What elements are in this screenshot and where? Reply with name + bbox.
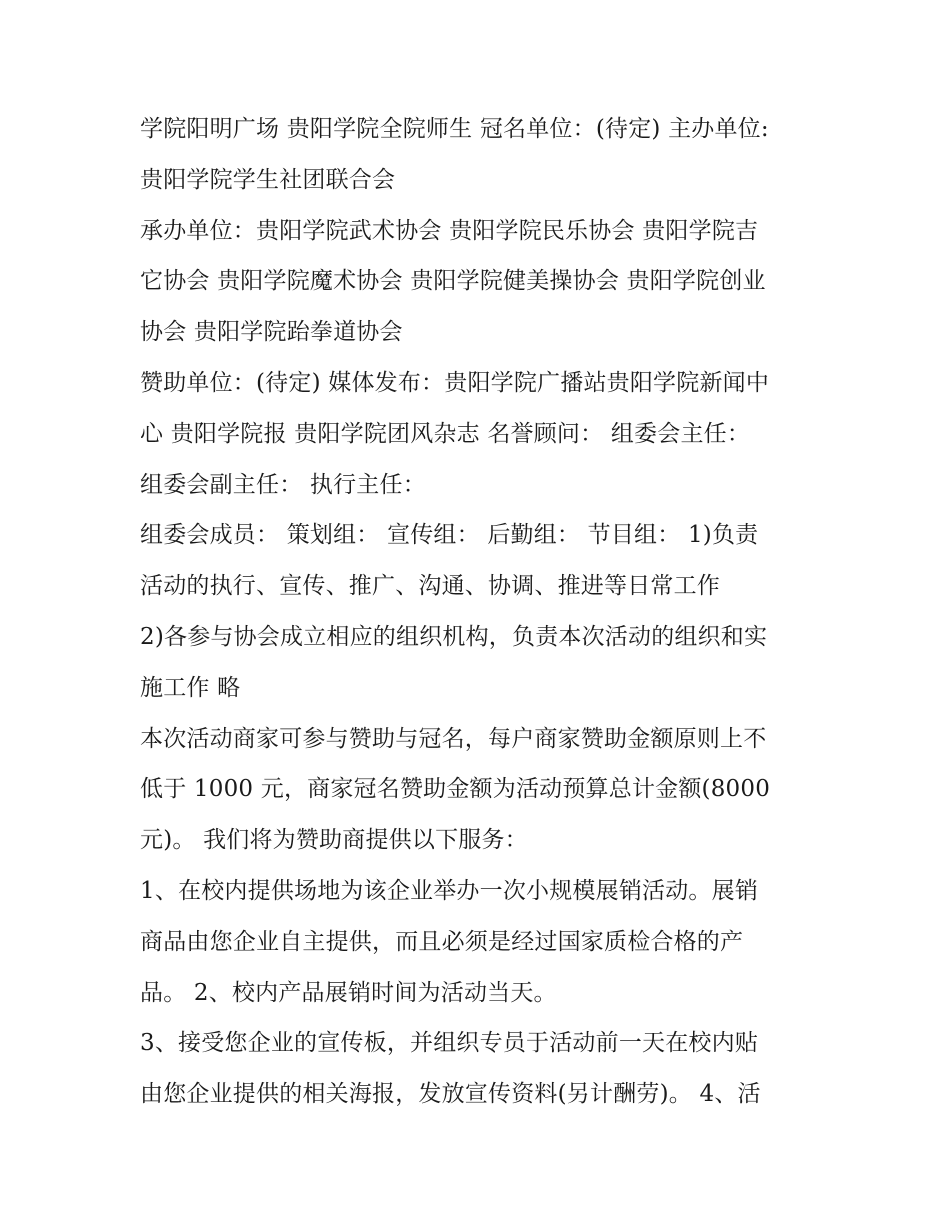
text-line: 商品由您企业自主提供，而且必须是经过国家质检合格的产 bbox=[140, 928, 744, 955]
text-line: 品。 2、校内产品展销时间为活动当天。 bbox=[140, 979, 557, 1006]
text-line: 活动的执行、宣传、推广、沟通、协调、推进等日常工作 bbox=[140, 573, 720, 600]
text-line: 组委会副主任： 执行主任： bbox=[140, 471, 426, 498]
text-line: 由您企业提供的相关海报，发放宣传资料(另计酬劳)。 4、活 bbox=[140, 1081, 761, 1108]
text-line: 组委会成员： 策划组： 宣传组： 后勤组： 节目组： 1)负责 bbox=[140, 522, 759, 549]
text-line: 它协会 贵阳学院魔术协会 贵阳学院健美操协会 贵阳学院创业 bbox=[140, 268, 766, 295]
text-line: 心 贵阳学院报 贵阳学院团风杂志 名誉顾问： 组委会主任： bbox=[140, 420, 751, 447]
text-line: 1、在校内提供场地为该企业举办一次小规模展销活动。展销 bbox=[140, 877, 759, 904]
text-line: 协会 贵阳学院跆拳道协会 bbox=[140, 319, 403, 346]
document-body bbox=[140, 104, 820, 1120]
text-line: 本次活动商家可参与赞助与冠名，每户商家赞助金额原则上不 bbox=[140, 725, 767, 752]
text-line: 学院阳明广场 贵阳学院全院师生 冠名单位：(待定) 主办单位: bbox=[140, 116, 769, 142]
text-line: 施工作 略 bbox=[140, 674, 241, 701]
text-line: 元)。 我们将为赞助商提供以下服务： bbox=[140, 827, 528, 854]
text-line: 贵阳学院学生社团联合会 bbox=[140, 166, 396, 193]
text-line: 承办单位：贵阳学院武术协会 贵阳学院民乐协会 贵阳学院吉 bbox=[140, 217, 759, 244]
text-line: 2)各参与协会成立相应的组织机构，负责本次活动的组织和实 bbox=[140, 623, 768, 650]
text-line: 低于 1000 元，商家冠名赞助金额为活动预算总计金额(8000 bbox=[140, 776, 771, 803]
text-line: 3、接受您企业的宣传板，并组织专员于活动前一天在校内贴 bbox=[140, 1030, 759, 1057]
text-line: 赞助单位：(待定) 媒体发布：贵阳学院广播站贵阳学院新闻中 bbox=[140, 369, 770, 396]
